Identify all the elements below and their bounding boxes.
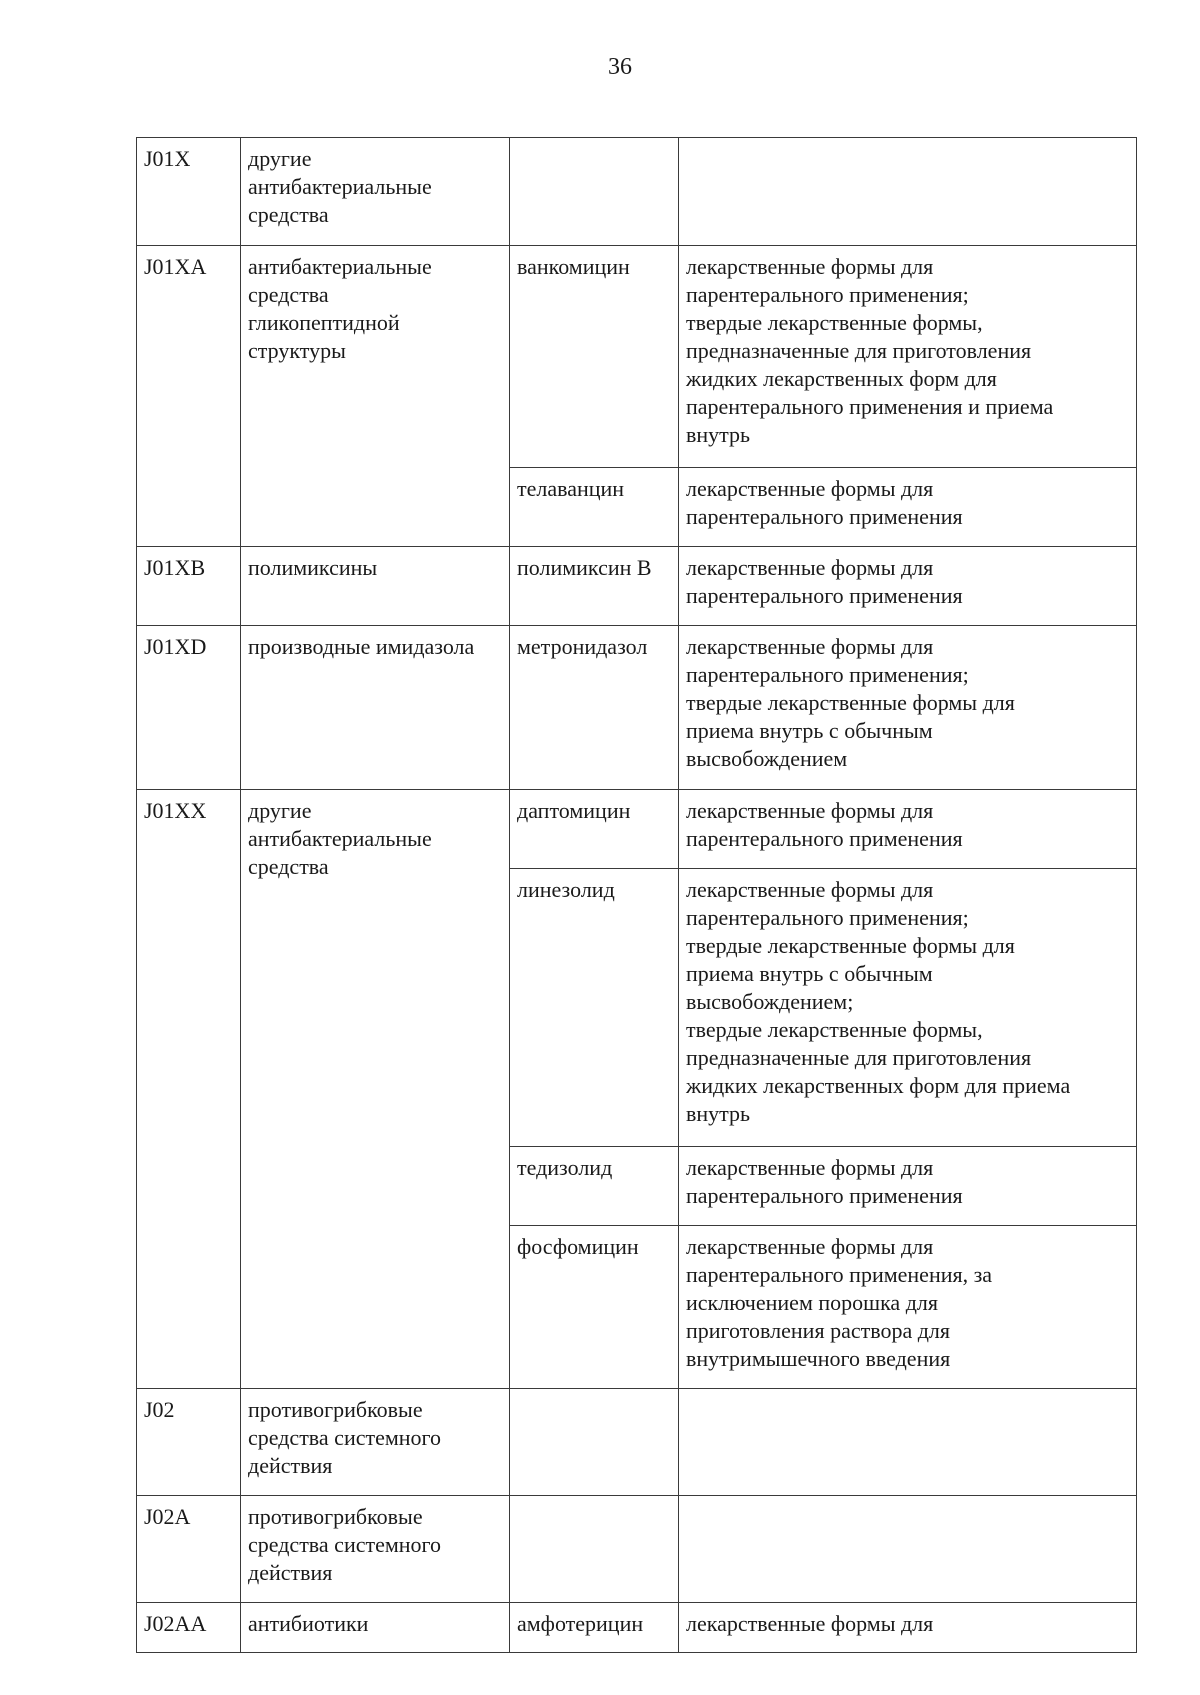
dosage-form-cell: лекарственные формы для xyxy=(679,1603,1137,1653)
page-number: 36 xyxy=(608,54,632,80)
dosage-form-cell: лекарственные формы для парентерального применения xyxy=(679,1147,1137,1226)
table-row xyxy=(137,138,1137,246)
table-row xyxy=(137,1389,1137,1496)
dosage-form-cell: лекарственные формы для парентерального применения; твердые лекарственные формы для приема внутрь с обычным высвобождением xyxy=(679,626,1137,790)
drug-name-cell: метронидазол xyxy=(510,626,679,790)
atc-code-cell: J02AA xyxy=(137,1603,241,1653)
pharmacological-group-cell: другие антибактериальные средства xyxy=(241,790,510,1389)
pharmacological-group-cell: производные имидазола xyxy=(241,626,510,790)
drug-name-cell: полимиксин В xyxy=(510,547,679,626)
atc-code-cell: J01XX xyxy=(137,790,241,1389)
atc-code-cell: J02 xyxy=(137,1389,241,1496)
pharmacological-group-cell: противогрибковые средства системного действия xyxy=(241,1496,510,1603)
drug-name-cell xyxy=(510,138,679,246)
dosage-form-cell: лекарственные формы для парентерального применения xyxy=(679,547,1137,626)
medication-table xyxy=(136,137,1137,1653)
pharmacological-group-cell: полимиксины xyxy=(241,547,510,626)
dosage-form-cell: лекарственные формы для парентерального применения, за исключением порошка для приготовления раствора для внутримышечного введения xyxy=(679,1226,1137,1389)
dosage-form-cell: лекарственные формы для парентерального применения xyxy=(679,790,1137,869)
table-row xyxy=(137,626,1137,790)
atc-code-cell: J02A xyxy=(137,1496,241,1603)
table-row xyxy=(137,246,1137,468)
dosage-form-cell xyxy=(679,1496,1137,1603)
drug-name-cell: даптомицин xyxy=(510,790,679,869)
drug-name-cell: линезолид xyxy=(510,869,679,1147)
table-row xyxy=(137,1603,1137,1653)
drug-name-cell xyxy=(510,1496,679,1603)
dosage-form-cell: лекарственные формы для парентерального применения; твердые лекарственные формы, предназначенные для приготовления жидких лекарственных форм для парентерального применения и приема внутрь xyxy=(679,246,1137,468)
drug-name-cell: амфотерицин xyxy=(510,1603,679,1653)
drug-name-cell xyxy=(510,1389,679,1496)
dosage-form-cell xyxy=(679,1389,1137,1496)
atc-code-cell: J01X xyxy=(137,138,241,246)
pharmacological-group-cell: антибиотики xyxy=(241,1603,510,1653)
pharmacological-group-cell: другие антибактериальные средства xyxy=(241,138,510,246)
pharmacological-group-cell: антибактериальные средства гликопептидной структуры xyxy=(241,246,510,547)
drug-name-cell: ванкомицин xyxy=(510,246,679,468)
table-row xyxy=(137,790,1137,869)
dosage-form-cell: лекарственные формы для парентерального применения xyxy=(679,468,1137,547)
atc-code-cell: J01XA xyxy=(137,246,241,547)
atc-code-cell: J01XD xyxy=(137,626,241,790)
table-row xyxy=(137,547,1137,626)
drug-name-cell: телаванцин xyxy=(510,468,679,547)
table-row xyxy=(137,1496,1137,1603)
pharmacological-group-cell: противогрибковые средства системного действия xyxy=(241,1389,510,1496)
drug-name-cell: тедизолид xyxy=(510,1147,679,1226)
atc-code-cell: J01XB xyxy=(137,547,241,626)
dosage-form-cell xyxy=(679,138,1137,246)
drug-name-cell: фосфомицин xyxy=(510,1226,679,1389)
dosage-form-cell: лекарственные формы для парентерального применения; твердые лекарственные формы для приема внутрь с обычным высвобождением; твердые лекарственные формы, предназначенные для приготовления жидких лекарственных форм для приема внутрь xyxy=(679,869,1137,1147)
